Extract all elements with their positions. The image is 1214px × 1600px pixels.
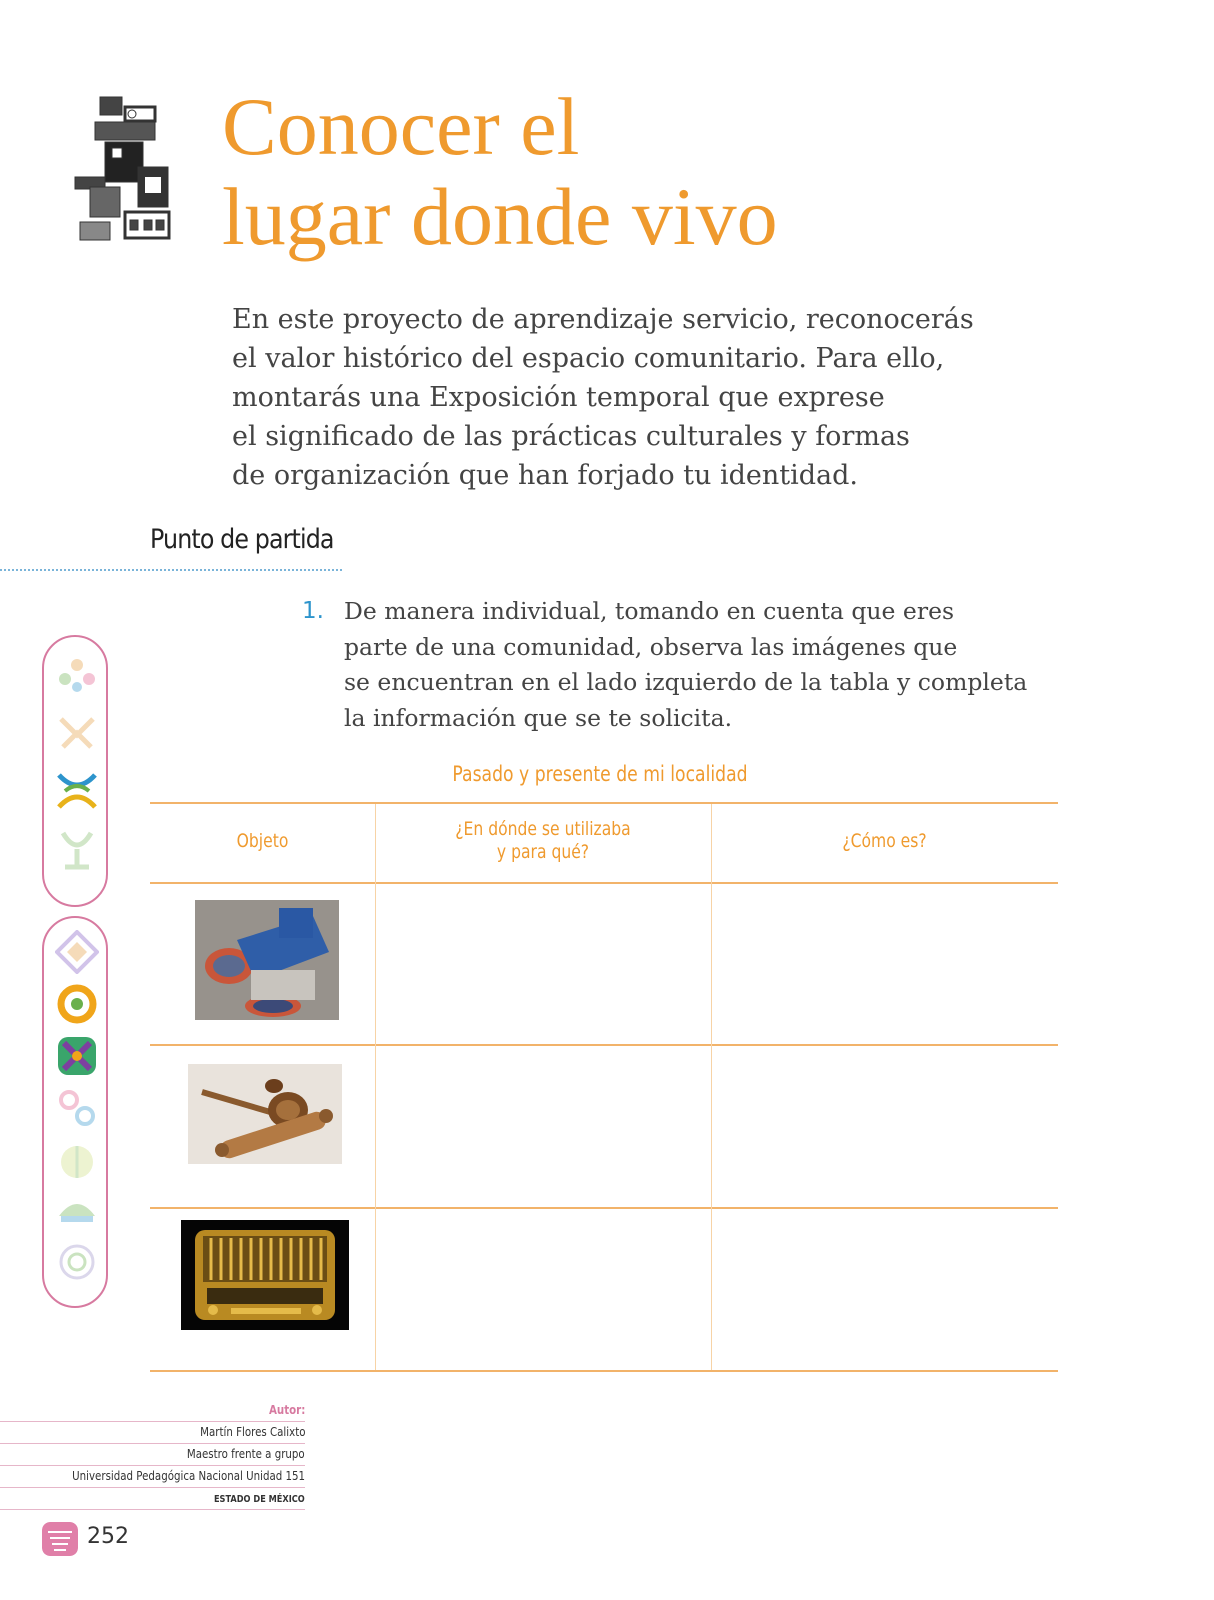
human-icon bbox=[55, 1086, 99, 1130]
title-line-2: lugar donde vivo bbox=[222, 171, 778, 262]
people-icon bbox=[55, 709, 99, 753]
how-cell[interactable] bbox=[722, 897, 1046, 1037]
intro-paragraph bbox=[232, 300, 1052, 495]
table-header-border bbox=[150, 882, 1058, 884]
credit-role: Maestro frente a grupo bbox=[0, 1444, 305, 1466]
author-credits bbox=[0, 1400, 305, 1510]
page-number: 252 bbox=[87, 1524, 129, 1549]
metate-icon bbox=[195, 900, 339, 1020]
page-badge-icon bbox=[42, 1522, 78, 1556]
credit-label: Autor: bbox=[0, 1400, 305, 1422]
spiral-icon bbox=[55, 1240, 99, 1284]
header-donde-line-1: ¿En dónde se utilizaba bbox=[455, 818, 631, 840]
community-icon bbox=[55, 653, 99, 697]
where-cell[interactable] bbox=[386, 1222, 696, 1362]
molinillo-icon bbox=[188, 1064, 342, 1164]
table-top-border bbox=[150, 802, 1058, 804]
fields-rail bbox=[42, 916, 108, 1308]
header-donde-line-2: y para qué? bbox=[496, 841, 590, 863]
credit-name: Martín Flores Calixto bbox=[0, 1422, 305, 1444]
instruction-line: se encuentran en el lado izquierdo de la tabla y completa bbox=[344, 668, 1028, 696]
table-bottom-border bbox=[150, 1370, 1058, 1372]
ethics-icon bbox=[55, 1034, 99, 1078]
credit-institution: Universidad Pedagógica Nacional Unidad 151 bbox=[0, 1466, 305, 1488]
header-como: ¿Cómo es? bbox=[842, 830, 927, 852]
where-cell[interactable] bbox=[386, 1060, 696, 1200]
instruction-line: De manera individual, tomando en cuenta que eres bbox=[344, 597, 955, 625]
table-row-border bbox=[150, 1207, 1058, 1209]
intro-line: el valor histórico del espacio comunitario. Para ello, bbox=[232, 343, 945, 374]
how-cell[interactable] bbox=[722, 1060, 1046, 1200]
intro-line: de organización que han forjado tu identidad. bbox=[232, 460, 858, 491]
header-donde bbox=[405, 818, 681, 864]
axis-rail bbox=[42, 635, 108, 907]
nature-icon bbox=[55, 827, 99, 871]
instruction-number: 1. bbox=[302, 598, 324, 624]
where-cell[interactable] bbox=[386, 897, 696, 1037]
column-divider bbox=[711, 804, 712, 1370]
instruction-line: parte de una comunidad, observa las imágenes que bbox=[344, 632, 958, 661]
title-line-1: Conocer el bbox=[222, 81, 580, 172]
table-caption: Pasado y presente de mi localidad bbox=[452, 762, 748, 786]
instruction-line: la información que se te solicita. bbox=[344, 703, 733, 732]
activity-table bbox=[150, 802, 1058, 1384]
page-title bbox=[222, 82, 778, 262]
intro-line: montarás una Exposición temporal que exprese bbox=[232, 382, 885, 413]
turtle-icon bbox=[55, 1190, 99, 1234]
plant-icon bbox=[55, 1138, 99, 1182]
column-divider bbox=[375, 804, 376, 1370]
table-row-border bbox=[150, 1044, 1058, 1046]
section-divider bbox=[0, 569, 342, 571]
aztec-glyph-icon bbox=[70, 92, 180, 252]
header-objeto: Objeto bbox=[236, 830, 289, 852]
inclusion-icon bbox=[55, 769, 99, 813]
instruction-text bbox=[344, 594, 1064, 736]
section-heading: Punto de partida bbox=[150, 524, 334, 555]
credit-state: ESTADO DE MÉXICO bbox=[0, 1488, 305, 1510]
how-cell[interactable] bbox=[722, 1222, 1046, 1362]
knowledge-icon bbox=[55, 982, 99, 1026]
radio-icon bbox=[181, 1220, 349, 1330]
intro-line: el significado de las prácticas culturales y formas bbox=[232, 421, 910, 452]
language-icon bbox=[55, 930, 99, 974]
intro-line: En este proyecto de aprendizaje servicio, reconocerás bbox=[232, 304, 974, 335]
